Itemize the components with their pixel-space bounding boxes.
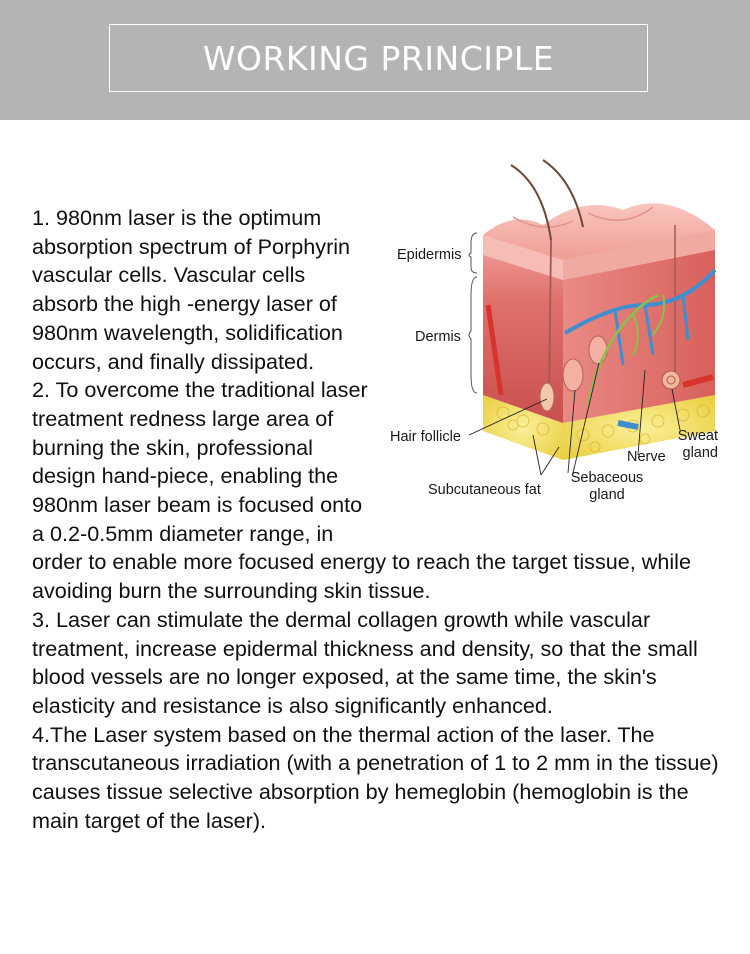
paragraph-3: 3. Laser can stimulate the dermal collagen growth while vascular treatment, increase epidermal thickness and density, so that the small blood vessels are no longer exposed, at the same time, the skin's elasticity and resistance is also significantly enhanced. — [32, 606, 698, 718]
label-subcutaneous-fat: Subcutaneous fat — [428, 482, 541, 498]
body-text — [32, 204, 737, 835]
paragraph-1: 1. 980nm laser is the optimum absorption spectrum of Porphyrin vascular cells. Vascular cells absorb the high -energy laser of 980nm wavelength, solidification occurs, and finally dissipated. — [32, 205, 351, 374]
label-sweat-gland: Sweat gland — [677, 428, 718, 461]
title-box — [109, 24, 648, 92]
figure-space — [377, 204, 737, 524]
label-epidermis: Epidermis — [397, 247, 462, 263]
label-nerve: Nerve — [627, 449, 666, 465]
label-sebaceous-gland: Sebaceous gland — [570, 470, 644, 503]
label-hair-follicle: Hair follicle — [390, 429, 461, 445]
label-dermis: Dermis — [415, 329, 461, 345]
paragraph-4: 4.The Laser system based on the thermal action of the laser. The transcutaneous irradiation (with a penetration of 1 to 2 mm in the tissue) causes tissue selective absorption by hemeglobin (hemoglobin is the main target of the laser). — [32, 721, 719, 833]
page-title: WORKING PRINCIPLE — [202, 38, 555, 78]
paragraph-2: 2. To overcome the traditional laser treatment redness large area of burning the skin, professional design hand-piece, enabling the 980nm laser beam is focused onto a 0.2-0.5mm diameter range, in order to enable more focused energy to reach the target tissue, while avoiding burn the surrounding skin tissue. — [32, 377, 691, 604]
